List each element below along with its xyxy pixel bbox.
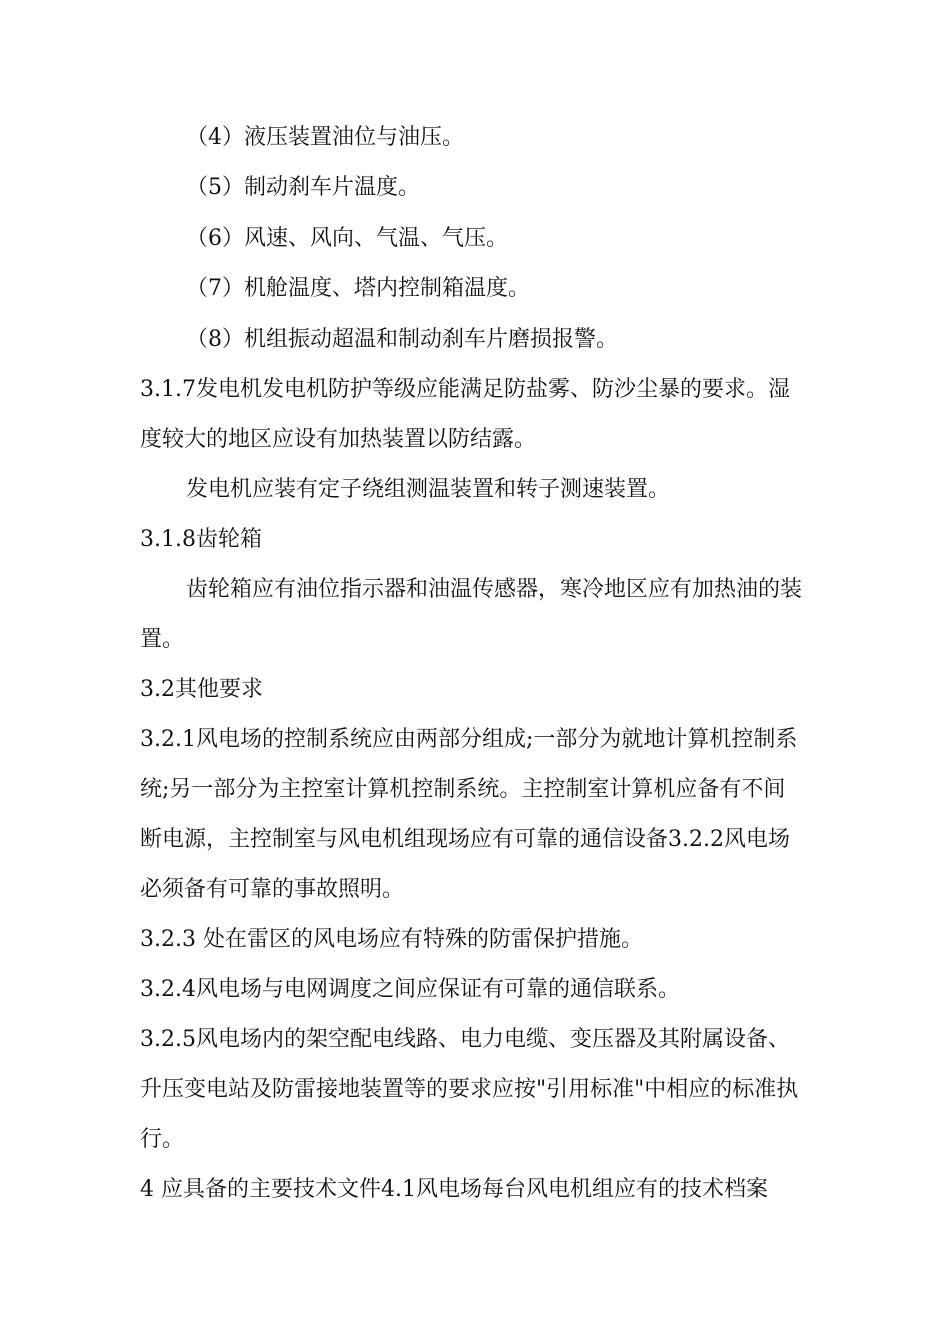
- paragraph-3-2-1-line-1: 3.2.1风电场的控制系统应由两部分组成;一部分为就地计算机控制系: [140, 727, 798, 752]
- paragraph-gearbox-line-1: 齿轮箱应有油位指示器和油温传感器，寒冷地区应有加热油的装: [186, 577, 803, 602]
- paragraph-3-2-5-line-2: 升压变电站及防雷接地装置等的要求应按"引用标准"中相应的标准执: [140, 1077, 799, 1102]
- section-heading-3-2: 3.2其他要求: [140, 677, 263, 702]
- paragraph-gearbox-line-2: 置。: [140, 627, 185, 652]
- section-heading-3-1-8: 3.1.8齿轮箱: [140, 527, 262, 552]
- list-item-8: （8）机组振动超温和制动刹车片磨损报警。: [186, 327, 618, 352]
- list-item-7: （7）机舱温度、塔内控制箱温度。: [186, 276, 530, 301]
- paragraph-3-2-1-line-3: 断电源，主控制室与风电机组现场应有可靠的通信设备3.2.2风电场: [140, 827, 790, 852]
- paragraph-3-2-4: 3.2.4风电场与电网调度之间应保证有可靠的通信联系。: [140, 977, 680, 1002]
- paragraph-3-2-1-line-4: 必须备有可靠的事故照明。: [140, 877, 405, 902]
- list-item-4: （4）液压装置油位与油压。: [186, 125, 464, 150]
- paragraph-3-2-5-line-1: 3.2.5风电场内的架空配电线路、电力电缆、变压器及其附属设备、: [140, 1027, 790, 1052]
- paragraph-3-1-7-line-2: 度较大的地区应设有加热装置以防结露。: [140, 427, 537, 452]
- paragraph-3-1-7-line-1: 3.1.7发电机发电机防护等级应能满足防盐雾、防沙尘暴的要求。湿: [140, 377, 790, 402]
- section-heading-4: 4 应具备的主要技术文件4.1风电场每台风电机组应有的技术档案: [140, 1177, 768, 1202]
- paragraph-3-2-3: 3.2.3 处在雷区的风电场应有特殊的防雷保护措施。: [140, 927, 643, 952]
- paragraph-generator-sensors: 发电机应装有定子绕组测温装置和转子测速装置。: [186, 477, 671, 502]
- paragraph-3-2-5-line-3: 行。: [140, 1127, 185, 1152]
- list-item-5: （5）制动刹车片温度。: [186, 175, 420, 200]
- list-item-6: （6）风速、风向、气温、气压。: [186, 226, 508, 251]
- paragraph-3-2-1-line-2: 统;另一部分为主控室计算机控制系统。主控制室计算机应备有不间: [140, 777, 786, 802]
